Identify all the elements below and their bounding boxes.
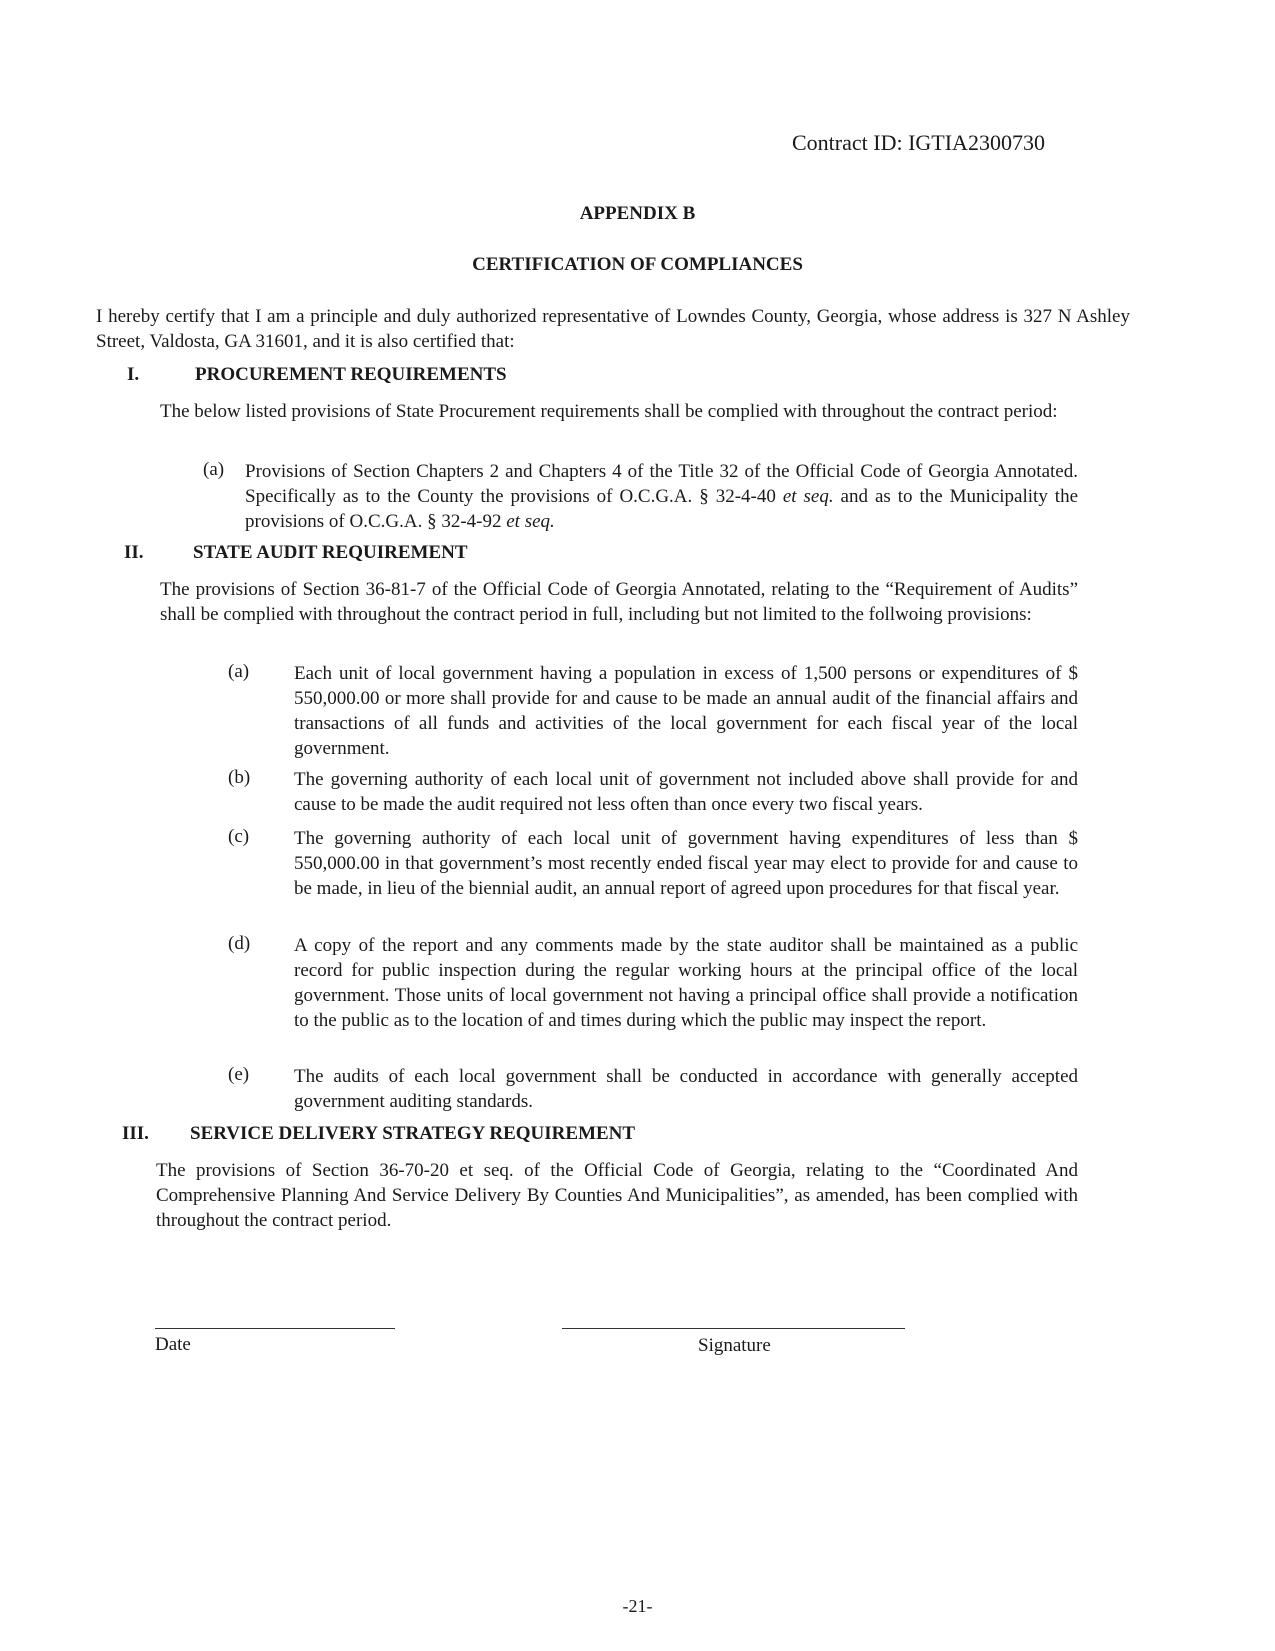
section-1-body: The below listed provisions of State Procurement requirements shall be complied with throughout the contract period: bbox=[160, 401, 1058, 422]
section-1-item-a-text bbox=[245, 459, 1078, 534]
section-2-item-text: The governing authority of each local unit of government having expenditures of less than $ 550,000.00 in that government’s most recently ended fiscal year may elect to provide for and cause to be made, in lieu of the biennial audit, an annual report of agreed upon procedures for that fiscal year. bbox=[294, 828, 1078, 899]
section-2-item-text: The audits of each local government shall be conducted in accordance with generally accepted government auditing standards. bbox=[294, 1066, 1078, 1112]
contract-id: Contract ID: IGTIA2300730 bbox=[792, 130, 1045, 155]
intro-paragraph: I hereby certify that I am a principle and duly authorized representative of Lowndes County, Georgia, whose address is 327 N Ashley Street, Valdosta, GA 31601, and it is also certified that: bbox=[96, 306, 1130, 352]
section-2-item-label: (b) bbox=[228, 767, 251, 788]
section-2-item-label: (e) bbox=[228, 1064, 250, 1085]
date-label: Date bbox=[155, 1334, 191, 1355]
section-2-item-text: A copy of the report and any comments made by the state auditor shall be maintained as a public record for public inspection during the regular working hours at the principal office of the local government. Those units of local government not having a principal office shall provide a notification to the public as to the location of and times during which the public may inspect the report. bbox=[294, 935, 1078, 1031]
section-2-item-label: (a) bbox=[228, 661, 250, 682]
section-2-item-text: Each unit of local government having a population in excess of 1,500 persons or expenditures of $ 550,000.00 or more shall provide for and cause to be made an annual audit of the financial affairs and transactions of all funds and activities of the local government for each fiscal year of the local government. bbox=[294, 663, 1078, 759]
section-2-item-label: (d) bbox=[228, 933, 251, 954]
section-2-body: The provisions of Section 36-81-7 of the Official Code of Georgia Annotated, relating to the “Requirement of Audits” shall be complied with throughout the contract period in full, including but not limited to the follwoing provisions: bbox=[160, 579, 1078, 625]
item-a-text-part1: Provisions of Section Chapters 2 and Chapters 4 of the Title 32 of the Official Code of Georgia Annotated. Specifically as to the County the provisions of O.C.G.A. § 32-4-40 bbox=[245, 461, 1078, 507]
section-1-title: PROCUREMENT REQUIREMENTS bbox=[195, 364, 507, 385]
section-1-item-a-label: (a) bbox=[203, 459, 225, 480]
date-line bbox=[155, 1328, 395, 1329]
section-3-number: III. bbox=[122, 1123, 149, 1144]
signature-label: Signature bbox=[698, 1335, 771, 1356]
section-2-title: STATE AUDIT REQUIREMENT bbox=[193, 542, 468, 563]
section-2-number: II. bbox=[124, 542, 144, 563]
item-a-text-part2: and as to the Municipality the provisions of O.C.G.A. § 32-4-92 bbox=[245, 486, 1078, 532]
section-2-item-label: (c) bbox=[228, 826, 250, 847]
page-number: -21- bbox=[622, 1596, 653, 1616]
section-2-item-text: The governing authority of each local unit of government not included above shall provide for and cause to be made the audit required not less often than once every two fiscal years. bbox=[294, 769, 1078, 815]
section-3-body: The provisions of Section 36-70-20 et seq. of the Official Code of Georgia, relating to the “Coordinated And Comprehensive Planning And Service Delivery By Counties And Municipalities”, as amended, has been complied with throughout the contract period. bbox=[156, 1160, 1078, 1231]
item-a-et-seq-1: et seq. bbox=[782, 486, 834, 507]
appendix-label: APPENDIX B bbox=[579, 203, 696, 224]
signature-line bbox=[562, 1328, 905, 1329]
page-title: CERTIFICATION OF COMPLIANCES bbox=[472, 254, 803, 275]
section-1-number: I. bbox=[127, 364, 140, 385]
item-a-et-seq-2: et seq. bbox=[506, 511, 555, 532]
section-3-title: SERVICE DELIVERY STRATEGY REQUIREMENT bbox=[190, 1123, 636, 1144]
